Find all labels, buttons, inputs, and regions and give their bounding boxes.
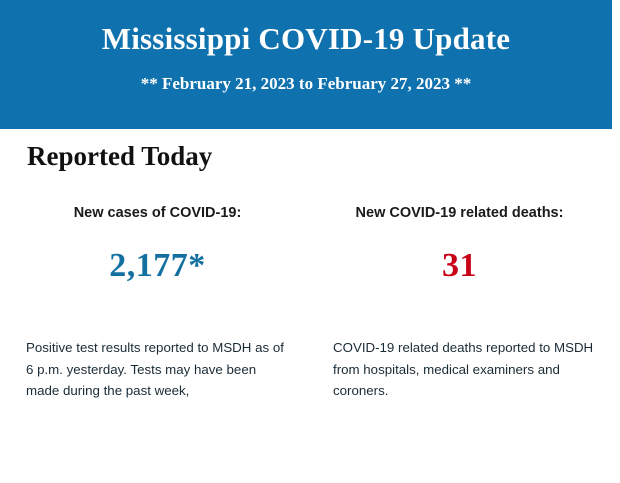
date-range-subtitle: ** February 21, 2023 to February 27, 2023 ** bbox=[140, 74, 472, 93]
header-banner bbox=[0, 0, 612, 129]
stat-label-new-deaths: New COVID-19 related deaths: bbox=[355, 205, 564, 221]
stat-note-new-cases: Positive test results reported to MSDH as of 6 p.m. yesterday. Tests may have been made during the past week, bbox=[26, 340, 284, 399]
stat-label-new-cases: New cases of COVID-19: bbox=[73, 205, 242, 221]
section-heading-reported-today: Reported Today bbox=[27, 141, 213, 171]
stats-row bbox=[0, 205, 620, 402]
stat-card-new-deaths bbox=[305, 205, 620, 402]
stat-note-new-deaths: COVID-19 related deaths reported to MSDH from hospitals, medical examiners and coroners. bbox=[333, 340, 594, 399]
stat-card-new-cases bbox=[0, 205, 305, 402]
stat-value-new-deaths: 31 bbox=[442, 247, 477, 284]
page-title: Mississippi COVID-19 Update bbox=[101, 21, 511, 56]
stat-value-new-cases: 2,177* bbox=[109, 247, 206, 284]
